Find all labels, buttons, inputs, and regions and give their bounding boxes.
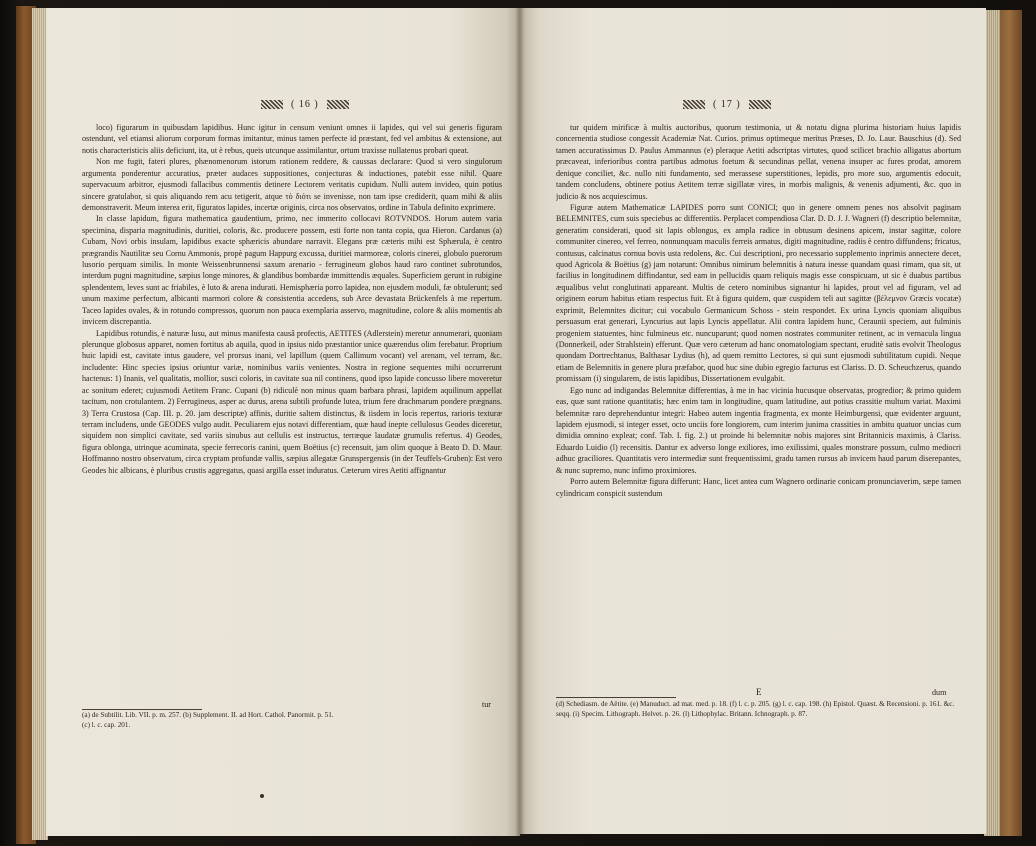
page-header-left — [261, 99, 349, 110]
book-gutter — [515, 8, 525, 836]
ornament-icon — [261, 100, 283, 109]
paragraph: Porro autem Belemnitæ figura differunt: Hanc, licet antea cum Wagnero ordinarie conicam pronunciaverim, sæpe tamen cylindricam conspicit sustendum — [556, 477, 961, 498]
footnotes — [82, 710, 507, 730]
ornament-icon — [327, 100, 349, 109]
footnotes — [556, 699, 966, 719]
left-page — [46, 8, 520, 836]
catchword: dum — [932, 688, 947, 697]
paragraph: Ego nunc ad indigandas Belemnitæ differentias, à me in hac vicinia hucusque observatas, progredior; & primo quidem eas, quæ sunt ratione quantitatis; hæc enim tam in longitudine, quam latitudine, aut potius crassitie multum variat. Maximi belemnitæ raro deprehenduntur integri: Habeo autem ingentia fragmenta, ex monte Heimburgensi, quæ evidenter arguunt, lapidem ejusmodi, si integer esset, octo unciis fore longiorem, cum interim junima crassities in ambitu quatuor uncias cum dimidia omnino expleat; conf. Tab. I. fig. 2.) ut proinde hi belemnitæ nobis majores sint Britannicis maximis, à Clariss. Eduardo Luidio (l) recensitis. Dantur ex adverso longe exiliores, imo exilissimi, quales monstrare possum, culmo mediocri adhuc graciliores. Quantitatis vero intermediæ sunt frequentissimi, gradu tamen rursus ab invicem haud parum diserepantes, & nunc supremo, nunc infimo proximiores. — [556, 385, 961, 475]
right-page — [520, 8, 986, 834]
right-page-stack — [984, 10, 1000, 836]
page-number: ( 16 ) — [291, 99, 319, 110]
left-page-body — [82, 122, 502, 700]
footnote: (d) Schediasm. de Aëtite. (e) Manuduct. ad mat. med. p. 18. (f) l. c. p. 205. (g) l. c. cap. 198. (h) Epistol. Quæst. & Recensioni. p. 161. &c. seqq. (i) Specim. Lithograph. Helvet. p. 26. (l) Lithophylac. Britann. Ichnograph. p. 87. — [556, 700, 955, 718]
ornament-icon — [749, 100, 771, 109]
paragraph: loco) figurarum in quibusdam lapidibus. Hunc igitur in censum veniunt omnes ii lapides, qui vel sui generis figuram ostendunt, vel etiamsi aliorum corporum formas imitantur, minus tamen perfecte id præstant, fed vel ambitus & extensione, aut notis characteristicis aliis deficiunt, ita, ut è rebus, queis utcunque assimilantur, ortum traxisse nullatenus probari queat. — [82, 123, 502, 155]
right-page-body — [556, 122, 961, 700]
signature-mark: E — [756, 687, 762, 697]
ornament-icon — [683, 100, 705, 109]
page-header-right — [683, 99, 771, 110]
paragraph: tur quidem mirificæ à multis auctoribus, quorum testimonia, ut & notatu digna plurima historiam huius lapidis concernentia studiose congessit Academiæ Nat. Curios. primus optimeque meritus Præses, D. Jo. Laur. Bauschius (d). Sed tamen accuratissimus D. Paulus Ammannus (e) pleraque Aetiti adscriptas virtutes, quod scilicet brachio alligatus abortum præcaveat, inferioribus contra partibus admotus foetum & secundinas pellat, venena insuper ac fures prodat, amorem denique conciliet, &c. nullo niti fundamento, sed merassese superstitiones, lepidis, pro more suo, argumentis edocuit, tandem concludens, obtinere potius Aetitem terræ sigillatæ vires, in morbis malignis, & venenis adjumenti, &c. quo in judicio & nos acquiescimus. — [556, 123, 961, 201]
footnote: (c) l. c. cap. 201. — [82, 721, 131, 729]
page-number: ( 17 ) — [713, 99, 741, 110]
footnote-rule — [556, 697, 676, 698]
paragraph: Non me fugit, fateri plures, phænomenorum istorum rationem reddere, & caussas declarare: Quod si vero singulorum argumenta ponderentur accuratius, præter audaces suppositiones, conjecturas & inductiones, patebit esse nihil. Quare supervacuum arbitror, ejusmodi fallacibus commentis detinere Lectorem veritatis cupidum. Nulli autem invideo, quin potius sincere gratulabor, si quis aliquando rem acu tetigerit, atque τὸ διότι se invenisse, non tam ipse crediderit, quam mihi & aliis demonstraverit. Meum interea erit, figuratos lapides, incertæ originis, circa nos observatos, ordine in Tabula definito exprimere. — [82, 157, 502, 212]
footnote: (a) de Subtilit. Lib. VII. p. m. 257. (b) Supplement. II. ad Hort. Cathol. Panormit. p. 51. — [82, 711, 334, 719]
paragraph: Lapidibus rotundis, è naturæ lusu, aut minus manifesta causâ profectis, AETITES (Adlerstein) meretur annumerari, quoniam plerunque globosus apparet, nomen fortitus ab aquila, quod in ipsius nido præstantior unice quærendus olim ferebatur. Proprium huic lapidi est, cavitate intus gaudere, vel prorsus inani, vel lapillum (quem Callimum vocant) vel arenam, vel terram, &c. includente: Hinc species ipsius oriuntur variæ, nominibus variis venientes. Nostra in regione sequentes mihi occurrerunt hactenus: 1) Inanis, vel qualitatis, mollior, susci coloris, in cavitate sua nil continens, quod ipso lapide concusso libere moveretur ac sonitum ederet; cujusmodi Aetitem Franc. Cupani (b) ridiculè non minus quam barbara phrasi, lapidem aquilinum appellat tacitum, non crotulantem. 2) Ferrugineus, asper ac durus, arena subtili profunde lutea, trium fere drachmarum pondere prægnans. 3) Terra Crustosa (Cap. III. p. 20. jam descriptæ) affinis, duritie saltem distinctus, & iisdem in locis repertus, rarioris texturæ terram includens, unde GEODES vulgo audit. Peculiarem ejus notavi differentiam, quæ haud inepte cellulosus Geodes diceretur, siquidem non simplici cavitate, sed variis sinubus aut cellulis est instructus, terræque laudatæ grumulis refertus. 4) Geodes, figura oblonga, utrinque acuminata, specie ferrecoris canini, quem Boëtius (c) recensuit, jam olim quoque à Beato D. D. Maur. Hoffmanno nostro observatum, circa cryptam profundæ vallis, sæpius allegatæ Grunspergensis (in der Teuffels-Gruben): Est vero Geodes hic albicans, è pluribus crustis aggregatus, quasi argilla esset induratus. Cæterum vires Aetiti affignantur — [82, 328, 502, 475]
paragraph: In classe lapidum, figura mathematica gaudentium, primo, nec immerito collocavi ROTVNDOS. Horum autem varia specimina, disparia magnitudinis, duritiei, coloris, &c. producere possem, esti forte non tanta copia, qua Hieron. Cardanus (a) Cubam, Novi orbis insulam, lapidibus exacte sphæricis abundare narravit. Elegans præ cæteris mihi est Sphærula, è centro prægrandis Nautilitæ seu Cornu Ammonis, propè pagum Happurg excussa, duritiei marmoreæ, coloris cinerei, globulo puerorum lusorio perquam similis. In monte Weissenbrunnensi saxum arenario - ferrugineum globos haud raro continet subrotundos, interdum pugni magnitudine, sæpius longe minores, & glandibus bombardæ immittendis æquales. Superficiem gerunt in rubigine splendentem, leves sunt ac friabiles, è luto & arena indurati. Hemisphæria porro lapidea, non ejusdem moduli, fæ obtulerunt; sed unum maxime perfectum, albicanti marmori colore & consistentia accedens, sub Arce devastata Brückenfels à me repertum. Taceo lapides ovales, & in rotundo compressos, quorum non pauca exemplaria asservo, magnitudine, colore & aliis momentis ab invicem discrepantia. — [82, 214, 502, 327]
ink-mark — [260, 794, 264, 798]
paragraph: Figuræ autem Mathematicæ LAPIDES porro sunt CONICI; quo in genere omnem penes nos absolvit paginam BELEMNITES, cum suis speciebus ac differentiis. Perplacet compendiosa Clar. D. D. J. J. Wagneri (f) descriptio belemnitæ, generatim considerati, quod sit lapis oblongus, ex ampla radice in obtusum desinens apicem, instar sagittæ, colore communiter cinereo, vel ferreo, nonnunquam maculis ferreis armatus, digiti magnitudine, radiis è centro diffundens; fricatus, contusus, calcinatus cornua bovis usta redolens, &c. Cui descriptioni, pro necessario supplemento inprimis annectere decet, quod Agricola & Boëtius (g) jam notarunt: Omnibus nimirum belemnitis à natura inesse quandam quasi rimam, qua sit, ut facilius in longitudinem diffindantur, sed eam in pellucidis quam reliquis magis esse conspicuam, ut sic è duabus partibus æqualibus velut conglutinati appareant. Multis de cetero nominibus signantur hi lapides, prout vel ad figuram, vel ad originem eorum habitus etiam respectus fuit. Et à figura quidem, quæ cuspidem teli aut sagittæ (βέλεμνον Græcis vocatæ) exprimit, Belemnites dicitur; cui vocabulo Germanicum Schoss - stein respondet. Ex urina Lyncis quoniam aliquibus persuasum erat generari, Lyncurius aut lapis Lyncis appellatur. Alii contra lapidem hunc, Ceraunii speciem, aut fulminis progeniem statuentes, hinc fulmineus etc. nuncuparunt; quod nomen nostrates communiter retinent, ac in vernacula lingua (Donnerkeil, oder Strahlstein) efferunt. Quæ vero cæterum ad hanc onomatologiam spectant, eruditè satis evolvit Theologus quondam Dortrechtanus, Balthasar Lydius (h), ad quem remitto Lectores, si qui sunt ejusmodi subtilitatum cupidi. Neque etiam de Belemnitis in genere plura præfabor, quod huc sine dubio egregio facturus est Clariss. D. D. Scheuchzerus, quando promissam (i) singularem, de istis lapidibus, Dissertationem evulgabit. — [556, 202, 961, 384]
catchword: tur — [482, 700, 491, 709]
